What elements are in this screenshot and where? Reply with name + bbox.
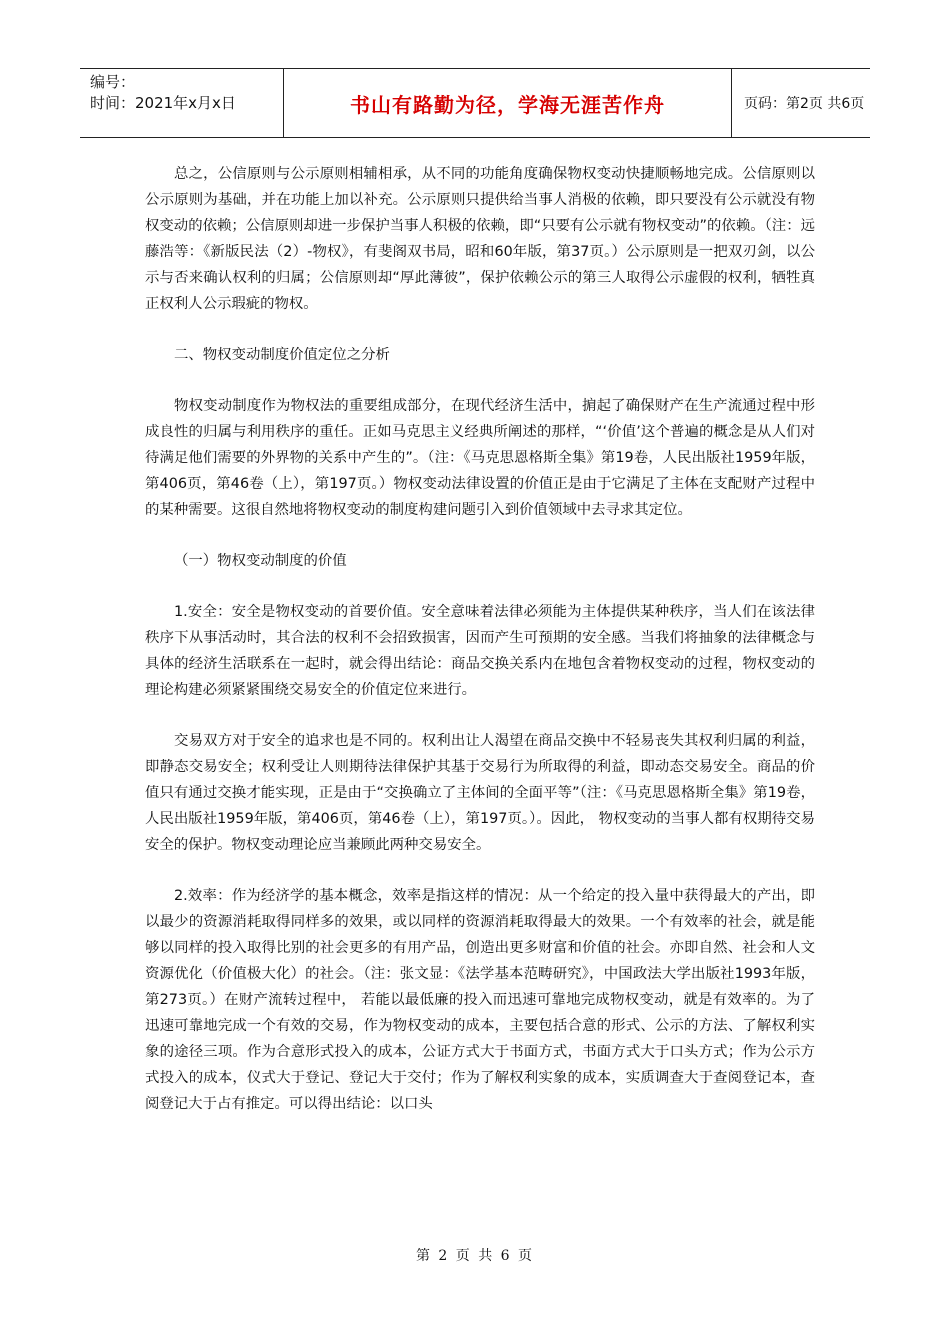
header-meta-cell bbox=[80, 69, 284, 137]
paragraph-safety: 1.安全：安全是物权变动的首要价值。安全意味着法律必须能为主体提供某种秩序，当人们在该法律秩序下从事活动时，其合法的权利不会招致损害，因而产生可预期的安全感。当我们将抽象的法律概念与具体的经济生活联系在一起时，就会得出结论：商品交换关系内在地包含着物权变动的过程，物权变动的理论构建必须紧紧围绕交易安全的价值定位来进行。 bbox=[145, 604, 815, 698]
paragraph-value-intro: 物权变动制度作为物权法的重要组成部分，在现代经济生活中，掮起了确保财产在生产流通过程中形成良性的归属与利用秩序的重任。正如马克思主义经典所阐述的那样，“‘价值’这个普遍的概念是从人们对待满足他们需要的外界物的关系中产生的”。（注：《马克思恩格斯全集》第19卷，人民出版社1959年版，第406页，第46卷（上），第197页。）物权变动法律设置的价值正是由于它满足了主体在支配财产过程中的某种需要。这很自然地将物权变动的制度构建问题引入到价值领域中去寻求其定位。 bbox=[145, 398, 815, 518]
paragraph-efficiency: 2.效率：作为经济学的基本概念，效率是指这样的情况：从一个给定的投入量中获得最大的产出，即以最少的资源消耗取得同样多的效果，或以同样的资源消耗取得最大的效果。一个有效率的社会，就是能够以同样的投入取得比别的社会更多的有用产品，创造出更多财富和价值的社会。亦即自然、社会和人文资源优化（价值极大化）的社会。（注：张文显：《法学基本范畴研究》，中国政法大学出版社1993年版，第273页。）在财产流转过程中， 若能以最低廉的投入而迅速可靠地完成物权变动，就是有效率的。为了迅速可靠地完成一个有效的交易，作为物权变动的成本，主要包括合意的形式、公示的方法、了解权利实象的途径三项。作为合意形式投入的成本，公证方式大于书面方式，书面方式大于口头方式；作为公示方式投入的成本，仪式大于登记、登记大于交付；作为了解权利实象的成本，实质调查大于查阅登记本，查阅登记大于占有推定。可以得出结论：以口头 bbox=[145, 888, 815, 1112]
header-page-info: 页码：第2页 共6页 bbox=[744, 96, 865, 112]
page-footer: 第 2 页 共 6 页 bbox=[415, 1248, 535, 1264]
section-heading-2: 二、物权变动制度价值定位之分析 bbox=[174, 347, 390, 363]
header-page-cell bbox=[732, 69, 870, 137]
paragraph-transaction-safety: 交易双方对于安全的追求也是不同的。权利出让人渴望在商品交换中不轻易丧失其权利归属的利益，即静态交易安全；权利受让人则期待法律保护其基于交易行为所取得的利益，即动态交易安全。商品的价值只有通过交换才能实现，正是由于“交换确立了主体间的全面平等”（注：《马克思恩格斯全集》第19卷，人民出版社1959年版，第406页，第46卷（上），第197页。）。因此， 物权变动的当事人都有权期待交易安全的保护。物权变动理论应当兼顾此两种交易安全。 bbox=[145, 733, 815, 853]
document-date-label: 时间：2021年x月x日 bbox=[90, 94, 236, 112]
header-motto-cell bbox=[284, 69, 732, 137]
subsection-heading-1: （一）物权变动制度的价值 bbox=[174, 553, 347, 569]
header-motto: 书山有路勤为径，学海无涯苦作舟 bbox=[350, 92, 665, 117]
paragraph-summary: 总之，公信原则与公示原则相辅相承，从不同的功能角度确保物权变动快捷顺畅地完成。公信原则以公示原则为基础，并在功能上加以补充。公示原则只提供给当事人消极的依赖，即只要没有公示就没有物权变动的依赖；公信原则却进一步保护当事人积极的依赖，即“只要有公示就有物权变动”的依赖。（注：远藤浩等：《新版民法（2）-物权》，有斐阁双书局，昭和60年版，第37页。）公示原则是一把双刃剑，以公示与否来确认权利的归属；公信原则却“厚此薄彼”，保护依赖公示的第三人取得公示虚假的权利，牺牲真正权利人公示瑕疵的物权。 bbox=[145, 166, 815, 312]
document-body bbox=[145, 161, 815, 1142]
document-number-label: 编号： bbox=[90, 73, 136, 91]
document-header bbox=[80, 68, 870, 138]
